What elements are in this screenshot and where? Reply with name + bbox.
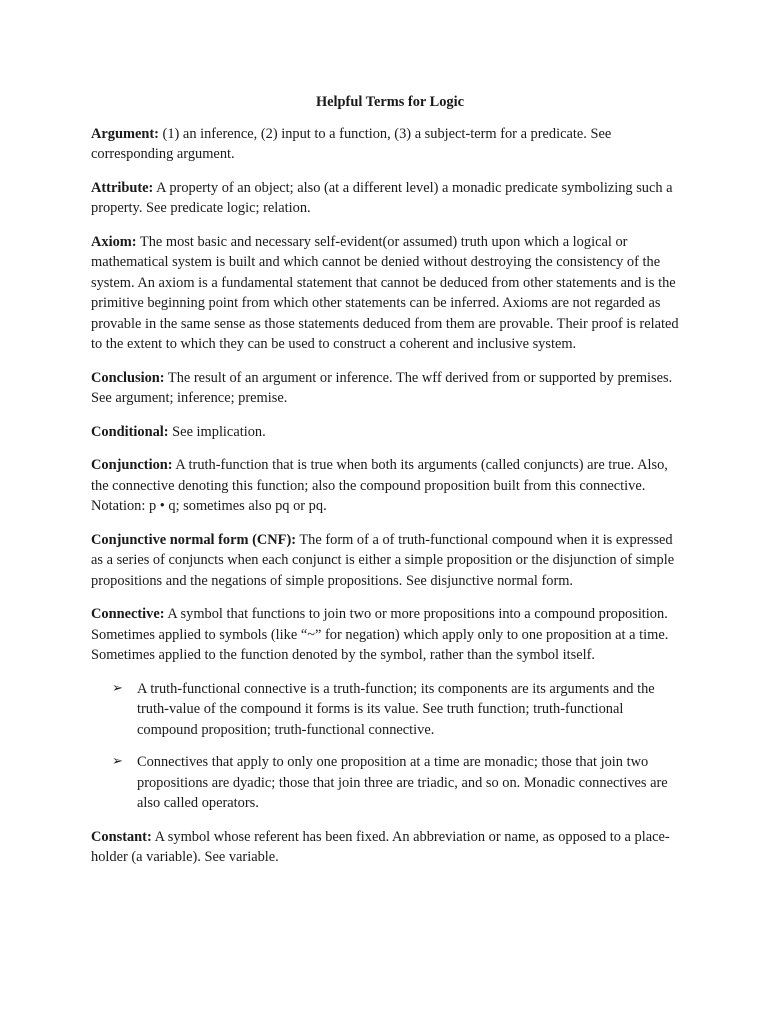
term-label: Attribute: — [91, 179, 154, 196]
term-definition: See implication. — [168, 423, 266, 440]
term-label: Conjunction: — [91, 457, 173, 473]
term-label: Conjunctive normal form (CNF): — [91, 531, 297, 548]
glossary-entry-conclusion — [91, 368, 681, 409]
connective-bullet-list — [91, 679, 681, 814]
glossary-entry-argument — [91, 124, 681, 165]
term-definition: A property of an object; also (at a different level) a monadic predicate symbolizing such a property. See predicate logic; relation. — [91, 179, 673, 216]
term-definition: A symbol that functions to join two or more propositions into a compound proposition. Sometimes applied to symbols (like “~” for negation) which apply only to one proposition at a time. Sometimes applied to the function denoted by the symbol, rather than the symbol itself. — [91, 606, 669, 663]
term-label: Conclusion: — [91, 369, 165, 386]
arrowhead-bullet-icon: ➢ — [112, 754, 123, 769]
glossary-entry-axiom — [91, 232, 681, 355]
glossary-entry-connective — [91, 604, 681, 666]
term-definition: The most basic and necessary self-evident(or assumed) truth upon which a logical or mathematical system is built and which cannot be denied without destroying the consistency of the system. An axiom is a fundamental statement that cannot be deduced from other statements and is the primitive beginning point from which other statements can be inferred. Axioms are not regarded as provable in the same sense as those statements deduced from them are provable. Their proof is related to the extent to which they can be used to construct a coherent and inclusive system. — [91, 233, 679, 352]
term-definition: The form of a of truth-functional compound when it is expressed as a series of conjuncts when each conjunct is either a simple proposition or the disjunction of simple propositions and the negations of simple propositions. See disjunctive normal form. — [91, 531, 675, 589]
glossary-entry-cnf — [91, 530, 681, 592]
term-label: Axiom: — [91, 233, 137, 250]
term-label: Connective: — [91, 606, 165, 622]
glossary-entry-conditional — [91, 422, 681, 443]
list-item — [112, 679, 681, 741]
document-title: Helpful Terms for Logic — [315, 94, 465, 110]
term-label: Conditional: — [91, 423, 169, 440]
term-label: Constant: — [91, 828, 152, 845]
glossary-entry-constant — [91, 827, 681, 868]
document-page — [91, 92, 681, 881]
term-definition: A truth-function that is true when both its arguments (called conjuncts) are true. Also, the connective denoting this function; also the compound proposition built from this connective. Notation: p • q; sometimes also pq or pq. — [91, 457, 668, 514]
term-label: Argument: — [91, 125, 159, 142]
glossary-entry-attribute — [91, 178, 681, 219]
bullet-text: Connectives that apply to only one proposition at a time are monadic; those that join two propositions are dyadic; those that join three are triadic, and so on. Monadic connectives are also called operators. — [137, 754, 668, 811]
glossary-entry-conjunction — [91, 455, 681, 517]
term-definition: (1) an inference, (2) input to a function, (3) a subject-term for a predicate. See corresponding argument. — [91, 125, 612, 162]
arrowhead-bullet-icon: ➢ — [112, 680, 123, 696]
term-definition: The result of an argument or inference. The wff derived from or supported by premises. See argument; inference; premise. — [91, 369, 673, 406]
list-item — [112, 752, 681, 814]
term-definition: A symbol whose referent has been fixed. An abbreviation or name, as opposed to a place-holder (a variable). See variable. — [91, 828, 670, 865]
bullet-text: A truth-functional connective is a truth-function; its components are its arguments and the truth-value of the compound it forms is its value. See truth function; truth-functional compound proposition; truth-functional connective. — [137, 680, 655, 738]
